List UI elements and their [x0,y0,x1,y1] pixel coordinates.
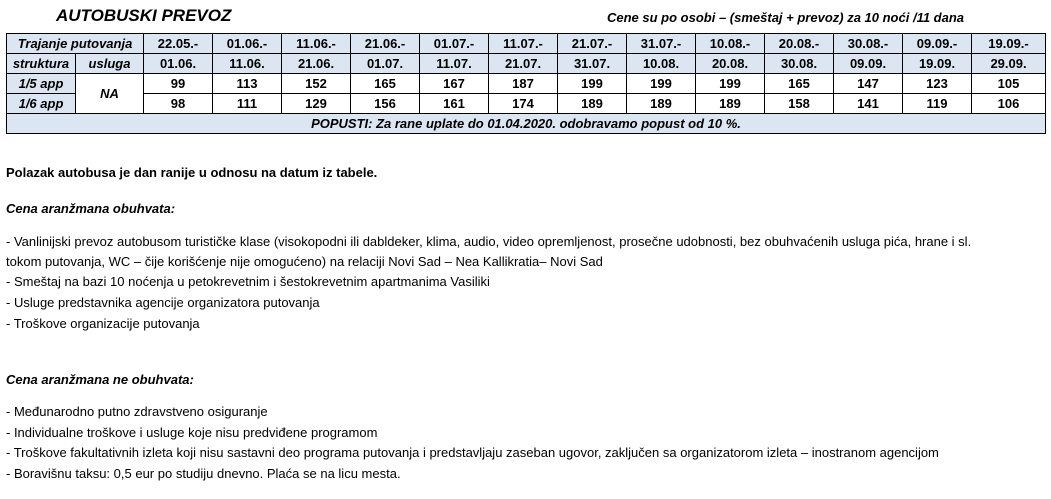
row-label: 1/5 app [7,74,76,94]
table-row [7,74,1046,94]
prices-note: Cene su po osobi – (smeštaj + prevoz) za 10 noći /11 dana [607,10,965,25]
list-item: - Vanlinijski prevoz autobusom turističke klase (visokopodni ili dabldeker, klima, audio, video opremljenost, prosečne udobnosti, bez obuhvaćenih usluga pića, hrane i sl. [6,234,972,249]
list-item: tokom putovanja, WC – čije korišćenje nije omogućeno) na relaciji Novi Sad – Nea Kallikratia– Novi Sad [6,254,603,269]
price-cell: 123 [903,74,972,94]
period-start: 22.05.- [144,34,213,54]
period-end: 21.06. [282,54,351,74]
price-cell: 199 [627,74,696,94]
price-cell: 98 [144,94,213,114]
header [0,6,1051,28]
period-end: 09.09. [834,54,903,74]
price-cell: 105 [972,74,1046,94]
price-cell: 174 [489,94,558,114]
price-cell: 189 [696,94,765,114]
price-cell: 111 [213,94,282,114]
period-end-row [7,54,1046,74]
period-start: 11.07.- [489,34,558,54]
period-start: 11.06.- [282,34,351,54]
price-cell: 129 [282,94,351,114]
duration-header: Trajanje putovanja [7,34,144,54]
list-item: - Usluge predstavnika agencije organizatora putovanja [6,295,320,310]
discount-row [7,114,1046,134]
price-cell: 141 [834,94,903,114]
period-start: 10.08.- [696,34,765,54]
period-start: 21.06.- [351,34,420,54]
price-cell: 199 [558,74,627,94]
price-cell: 147 [834,74,903,94]
price-cell: 165 [765,74,834,94]
list-item: - Troškove organizacije putovanja [6,316,200,331]
period-end: 30.08. [765,54,834,74]
row-label: 1/6 app [7,94,76,114]
list-item: - Boravišnu taksu: 0,5 eur po studiju dnevno. Plaća se na licu mesta. [6,466,401,481]
list-item: - Troškove fakultativnih izleta koji nisu sastavni deo programa putovanja i predstavljaju zaseban ugovor, zaključen sa organizatorom izleta – inostranom agencijom [6,445,939,460]
list-item: - Individualne troškove i usluge koje nisu predviđene programom [6,425,378,440]
period-end: 20.08. [696,54,765,74]
price-cell: 165 [351,74,420,94]
price-cell: 187 [489,74,558,94]
period-end: 01.07. [351,54,420,74]
period-end: 21.07. [489,54,558,74]
price-cell: 99 [144,74,213,94]
period-end: 01.06. [144,54,213,74]
period-end: 29.09. [972,54,1046,74]
price-cell: 119 [903,94,972,114]
period-start: 01.06.- [213,34,282,54]
period-start: 31.07.- [627,34,696,54]
departure-note: Polazak autobusa je dan ranije u odnosu na datum iz tabele. [6,165,378,180]
price-cell: 156 [351,94,420,114]
service-header: usluga [76,54,144,74]
service-value: NA [76,74,144,114]
price-cell: 152 [282,74,351,94]
period-start: 09.09.- [903,34,972,54]
price-cell: 189 [627,94,696,114]
page-title: AUTOBUSKI PREVOZ [56,6,232,25]
excludes-heading: Cena aranžmana ne obuhvata: [6,372,194,387]
price-cell: 199 [696,74,765,94]
price-cell: 189 [558,94,627,114]
includes-heading: Cena aranžmana obuhvata: [6,201,176,216]
period-end: 19.09. [903,54,972,74]
price-cell: 161 [420,94,489,114]
price-cell: 113 [213,74,282,94]
period-start-row [7,34,1046,54]
period-start: 19.09.- [972,34,1046,54]
period-end: 11.07. [420,54,489,74]
list-item: - Smeštaj na bazi 10 noćenja u petokrevetnim i šestokrevetnim apartmanima Vasiliki [6,274,490,289]
period-end: 31.07. [558,54,627,74]
price-cell: 106 [972,94,1046,114]
period-end: 10.08. [627,54,696,74]
period-start: 20.08.- [765,34,834,54]
period-start: 21.07.- [558,34,627,54]
price-cell: 167 [420,74,489,94]
period-end: 11.06. [213,54,282,74]
period-start: 30.08.- [834,34,903,54]
price-cell: 158 [765,94,834,114]
table-row [7,94,1046,114]
list-item: - Međunarodno putno zdravstveno osiguranje [6,404,268,419]
discount-note: POPUSTI: Za rane uplate do 01.04.2020. odobravamo popust od 10 %. [7,114,1046,134]
structure-header: struktura [7,54,76,74]
price-table [6,33,1046,134]
period-start: 01.07.- [420,34,489,54]
